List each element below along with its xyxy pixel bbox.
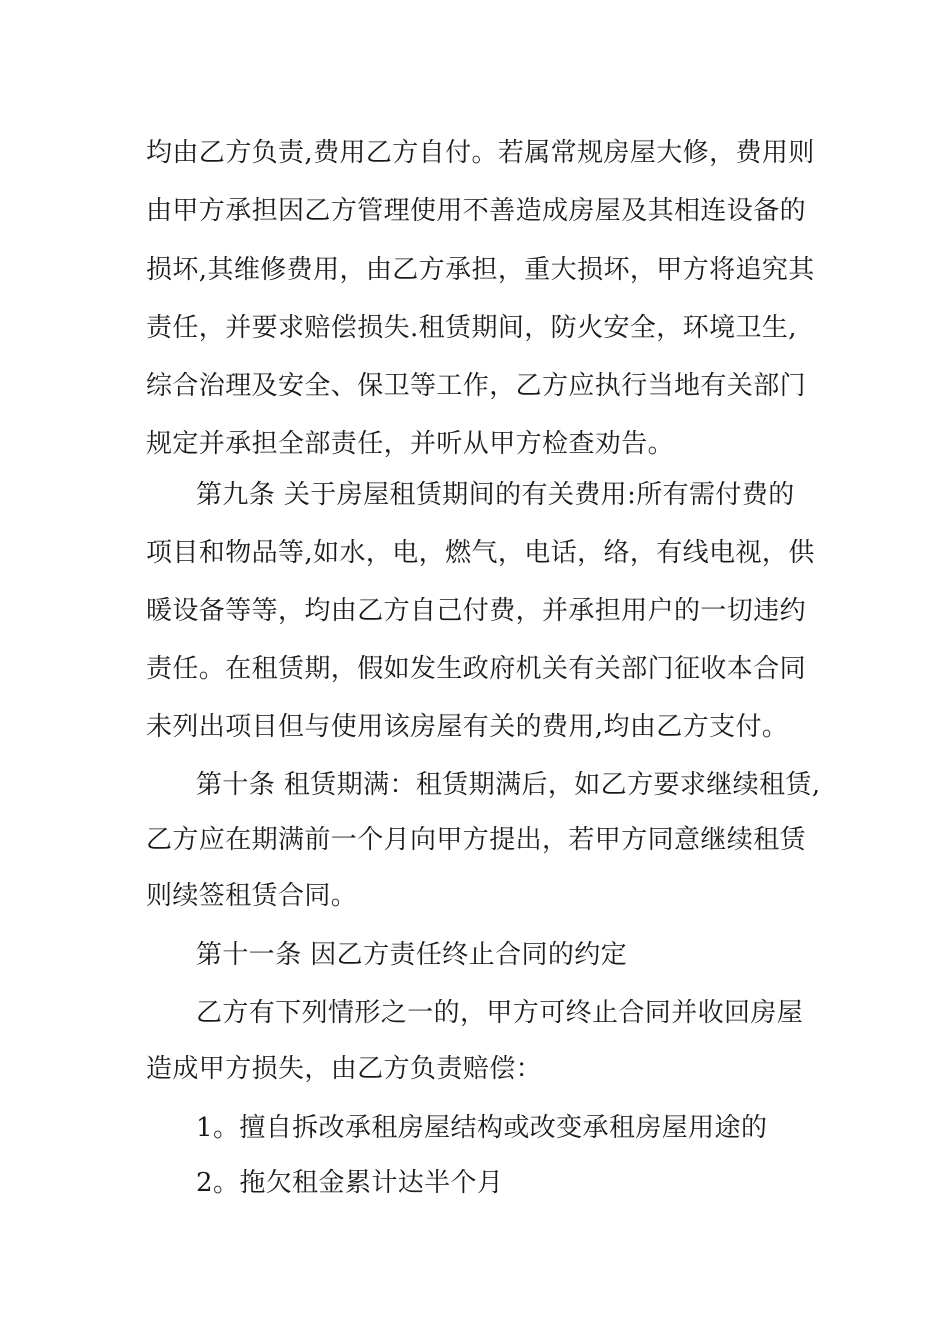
article-11-heading: 第十一条 因乙方责任终止合同的约定 [196, 940, 628, 970]
text-line: 综合治理及安全、保卫等工作，乙方应执行当地有关部门 [146, 371, 807, 401]
text-line: 责任。在租赁期，假如发生政府机关有关部门征收本合同 [146, 654, 807, 684]
text-line: 未列出项目但与使用该房屋有关的费用,均由乙方支付。 [146, 712, 789, 742]
list-item-2: 2。拖欠租金累计达半个月 [196, 1168, 504, 1198]
article-10-heading: 第十条 租赁期满：租赁期满后，如乙方要求继续租赁, [196, 770, 821, 800]
text-line: 均由乙方负责,费用乙方自付。若属常规房屋大修，费用则 [146, 138, 815, 168]
text-line: 项目和物品等,如水，电，燃气，电话，络，有线电视，供 [146, 538, 815, 568]
text-line: 责任，并要求赔偿损失.租赁期间，防火安全，环境卫生, [146, 313, 797, 343]
text-line: 乙方应在期满前一个月向甲方提出，若甲方同意继续租赁 [146, 825, 807, 855]
list-item-1: 1。擅自拆改承租房屋结构或改变承租房屋用途的 [196, 1113, 768, 1143]
text-line: 规定并承担全部责任，并听从甲方检查劝告。 [146, 429, 675, 459]
text-line: 损坏,其维修费用，由乙方承担，重大损坏，甲方将追究其 [146, 255, 815, 285]
text-line: 造成甲方损失，由乙方负责赔偿： [146, 1054, 543, 1084]
text-line: 则续签租赁合同。 [146, 881, 358, 911]
text-line: 由甲方承担因乙方管理使用不善造成房屋及其相连设备的 [146, 196, 807, 226]
article-9-heading: 第九条 关于房屋租赁期间的有关费用:所有需付费的 [196, 480, 795, 510]
text-line: 暖设备等等，均由乙方自己付费，并承担用户的一切违约 [146, 596, 807, 626]
text-line: 乙方有下列情形之一的，甲方可终止合同并收回房屋 [196, 998, 804, 1028]
